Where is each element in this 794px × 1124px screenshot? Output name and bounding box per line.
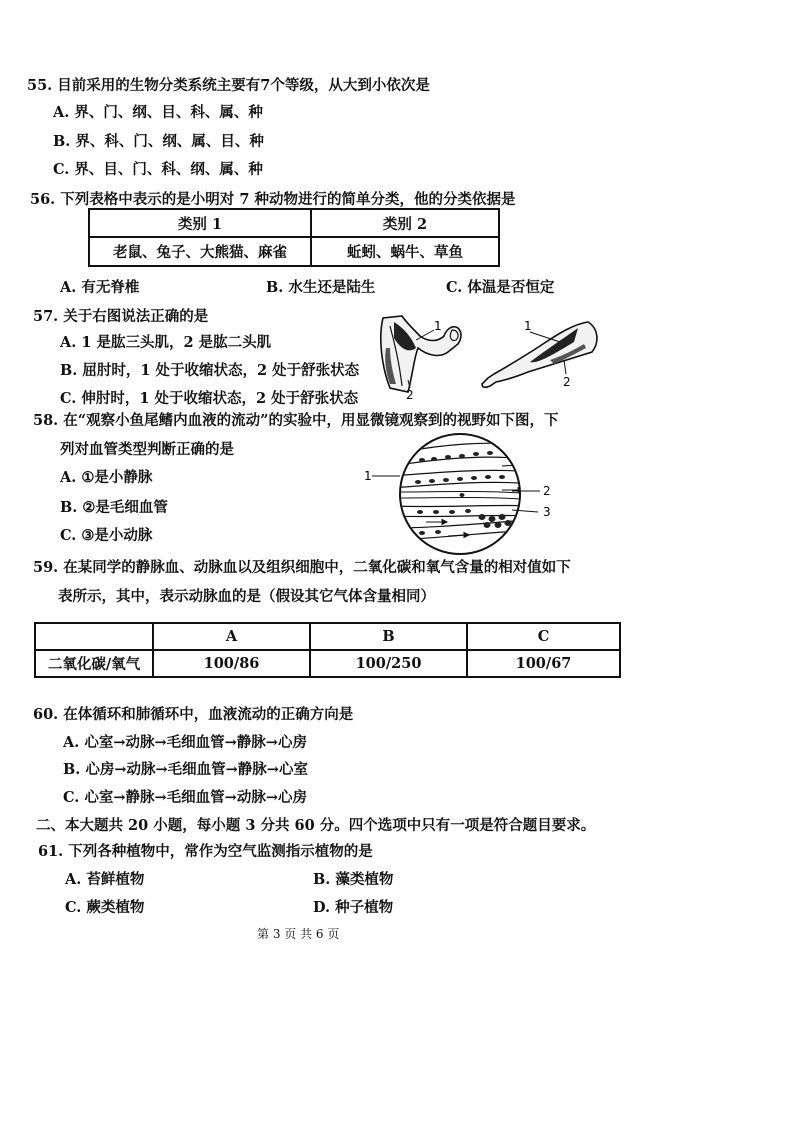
page-footer: 第 3 页 共 6 页 xyxy=(257,927,340,941)
q58-option-b: B. ②是毛细血管 xyxy=(60,499,168,516)
q59-table xyxy=(34,622,621,678)
q59-header-b: B xyxy=(310,623,467,650)
q56-stem: 56. 下列表格中表示的是小明对 7 种动物进行的简单分类，他的分类依据是 xyxy=(30,191,516,208)
q55-option-b: B. 界、科、门、纲、属、目、种 xyxy=(53,133,264,150)
microscope-label-2: 2 xyxy=(543,484,551,498)
q59-header-c: C xyxy=(467,623,620,650)
q58-option-a: A. ①是小静脉 xyxy=(60,469,153,486)
bent-arm-drawing xyxy=(381,316,461,392)
q60-option-b: B. 心房→动脉→毛细血管→静脉→心室 xyxy=(63,761,308,778)
q59-stem-line2: 表所示，其中，表示动脉血的是（假设其它气体含量相同） xyxy=(58,588,435,605)
q58-stem-line2: 列对血管类型判断正确的是 xyxy=(60,441,234,458)
q59-stem-line1: 59. 在某同学的静脉血、动脉血以及组织细胞中，二氧化碳和氧气含量的相对值如下 xyxy=(33,559,571,576)
q57-option-a: A. 1 是肱三头肌，2 是肱二头肌 xyxy=(60,334,272,351)
straight-arm-drawing xyxy=(482,322,597,387)
q57-option-b: B. 屈肘时，1 处于收缩状态，2 处于舒张状态 xyxy=(60,362,360,379)
q59-cell-c: 100/67 xyxy=(467,650,620,677)
arm-muscle-figure xyxy=(378,308,608,403)
microscope-label-3: 3 xyxy=(543,505,551,519)
straight-arm-label-1: 1 xyxy=(524,319,532,333)
q59-cell-b: 100/250 xyxy=(310,650,467,677)
q61-option-d: D. 种子植物 xyxy=(313,899,394,916)
q60-option-a: A. 心室→动脉→毛细血管→静脉→心房 xyxy=(63,734,307,751)
straight-arm-label-2: 2 xyxy=(563,375,571,389)
q60-option-c: C. 心室→静脉→毛细血管→动脉→心房 xyxy=(63,789,307,806)
microscope-view-figure xyxy=(362,432,562,556)
q59-cell-a: 100/86 xyxy=(153,650,310,677)
bent-arm-label-1: 1 xyxy=(434,319,442,333)
q61-option-a: A. 苔鲜植物 xyxy=(65,871,145,888)
q59-row-label: 二氧化碳/氧气 xyxy=(35,650,153,677)
q60-stem: 60. 在体循环和肺循环中，血液流动的正确方向是 xyxy=(33,706,354,723)
microscope-label-1: 1 xyxy=(364,469,372,483)
q56-option-a: A. 有无脊椎 xyxy=(60,279,140,296)
q59-header-a: A xyxy=(153,623,310,650)
q61-option-b: B. 藻类植物 xyxy=(313,871,394,888)
q59-header-empty xyxy=(35,623,153,650)
q58-stem-line1: 58. 在“观察小鱼尾鳍内血液的流动”的实验中，用显微镜观察到的视野如下图，下 xyxy=(33,412,559,429)
q55-option-c: C. 界、目、门、科、纲、属、种 xyxy=(53,161,263,178)
q58-option-c: C. ③是小动脉 xyxy=(60,527,153,544)
bent-arm-label-2: 2 xyxy=(406,388,414,402)
q57-stem: 57. 关于右图说法正确的是 xyxy=(33,308,209,325)
q56-cell-1: 老鼠、兔子、大熊猫、麻雀 xyxy=(89,237,311,266)
q61-option-c: C. 蕨类植物 xyxy=(65,899,145,916)
q55-option-a: A. 界、门、纲、目、科、属、种 xyxy=(53,104,263,121)
q61-stem: 61. 下列各种植物中，常作为空气监测指示植物的是 xyxy=(38,843,373,860)
q56-option-c: C. 体温是否恒定 xyxy=(446,279,555,296)
section-2-heading: 二、本大题共 20 小题，每小题 3 分共 60 分。四个选项中只有一项是符合题目要求。 xyxy=(36,817,596,834)
q56-header-1: 类别 1 xyxy=(89,209,311,237)
q56-header-2: 类别 2 xyxy=(311,209,499,237)
q56-cell-2: 蚯蚓、蜗牛、草鱼 xyxy=(311,237,499,266)
q56-table xyxy=(88,208,500,267)
q56-option-b: B. 水生还是陆生 xyxy=(266,279,376,296)
q57-option-c: C. 伸肘时，1 处于收缩状态，2 处于舒张状态 xyxy=(60,390,359,407)
q55-stem: 55. 目前采用的生物分类系统主要有7个等级，从大到小依次是 xyxy=(27,77,430,94)
